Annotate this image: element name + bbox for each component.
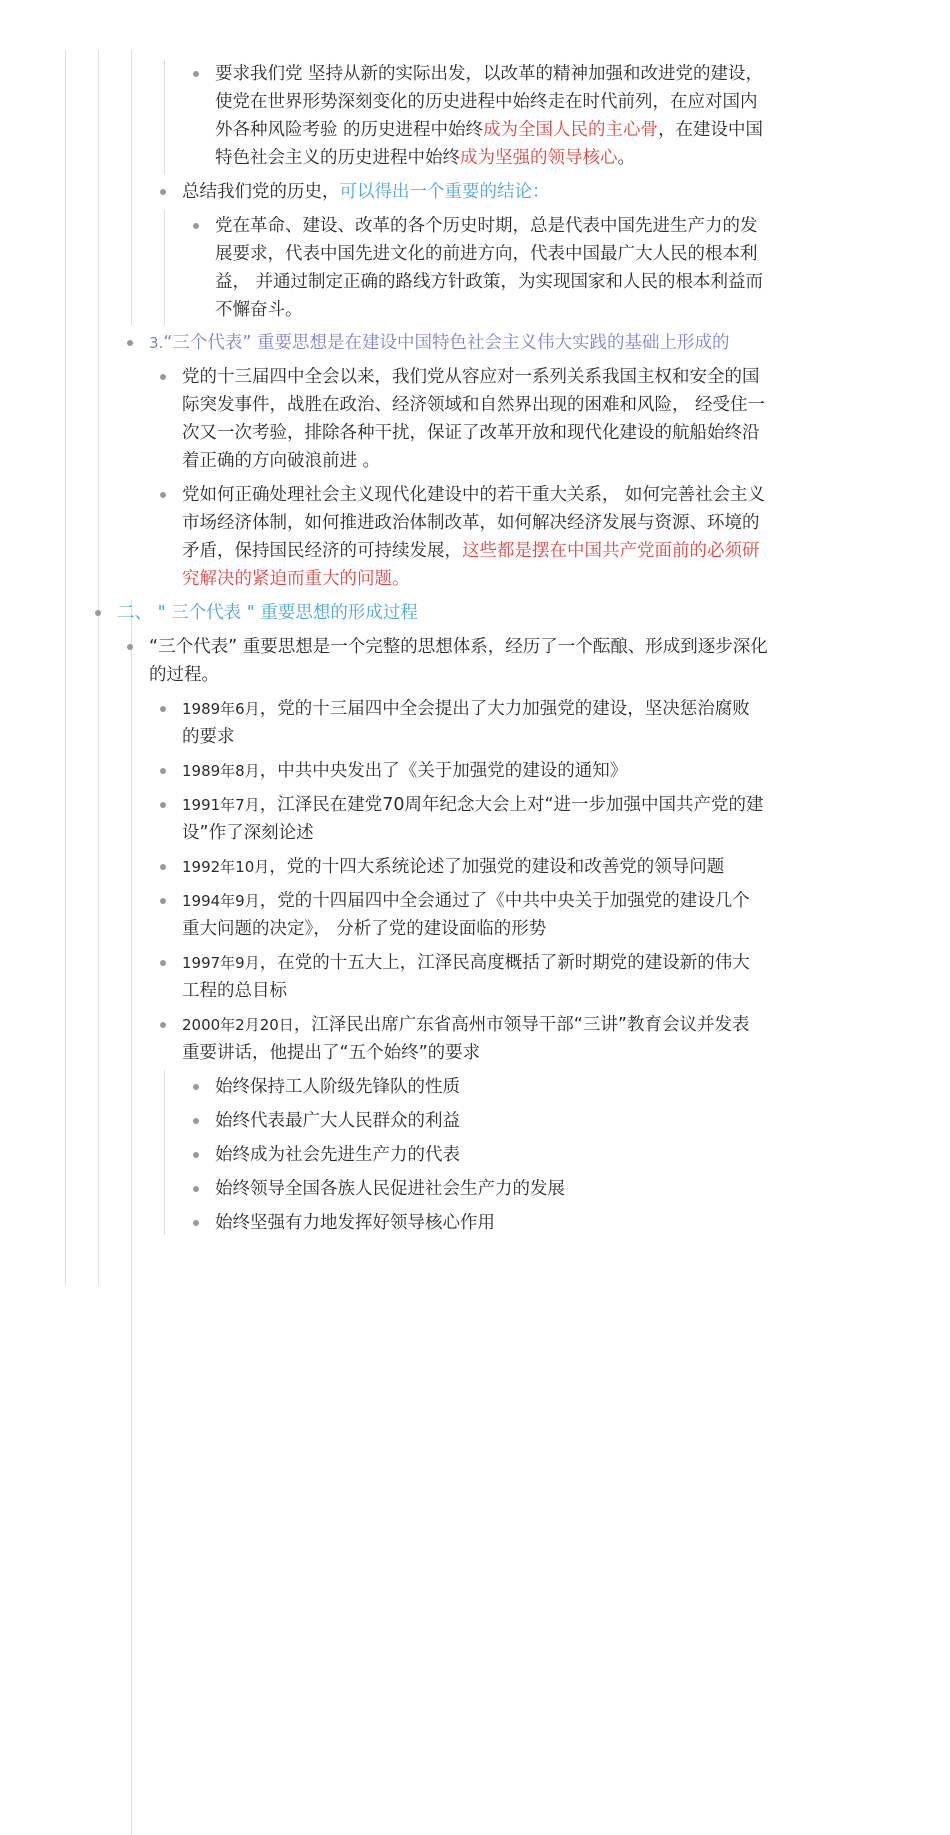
section-3-title: [149, 329, 730, 357]
timeline-date: 1991年7月: [182, 796, 260, 814]
plenum-line-4: 着正确的方向破浪前进 。: [182, 451, 381, 471]
five-always-text: 始终成为社会先进生产力的代表: [215, 1145, 460, 1165]
five-always-text: 始终领导全国各族人民促进社会生产力的发展: [215, 1179, 565, 1199]
timeline-text: ，党的十三届四中全会提出了大力加强党的建设，坚决惩治腐败: [259, 699, 750, 719]
timeline-date: 2000年2月20日: [182, 1016, 294, 1034]
timeline-date: 1989年6月: [182, 700, 260, 718]
indent-guide-level-4-a: [164, 60, 165, 175]
relations-line-4: 究解决的紧迫而重大的问题。: [182, 569, 410, 589]
timeline-text: ，在党的十五大上，江泽民高度概括了新时期党的建设新的伟大: [259, 953, 750, 973]
requirement-line-4: [215, 144, 635, 172]
bullet-icon: [160, 374, 166, 380]
bullet-icon: [160, 492, 166, 498]
bullet-icon: [160, 768, 166, 774]
bullet-icon: [160, 960, 166, 966]
summary-line: [182, 178, 550, 206]
requirement-line-1: 要求我们党 坚持从新的实际出发，以改革的精神加强和改进党的建设，: [215, 64, 764, 84]
bullet-icon: [95, 610, 101, 616]
timeline-text: ，党的十四届四中全会通过了《中共中央关于加强党的建设几个: [259, 891, 750, 911]
indent-guide-level-1: [65, 50, 66, 1285]
summary-prefix: 总结我们党的历史，: [182, 182, 340, 202]
indent-guide-level-3: [131, 600, 132, 1835]
timeline-line: 的要求: [182, 727, 235, 747]
timeline-text: ，党的十四大系统论述了加强党的建设和改善党的领导问题: [269, 857, 725, 877]
timeline-line: [182, 887, 750, 915]
summary-highlight: 可以得出一个重要的结论：: [339, 182, 550, 202]
bullet-icon: [160, 864, 166, 870]
conclusion-line-4: 不懈奋斗。: [215, 300, 303, 320]
bullet-icon: [193, 1220, 199, 1226]
timeline-line: [182, 695, 750, 723]
indent-guide-level-2: [98, 50, 99, 1285]
timeline-line: [182, 1011, 749, 1039]
five-always-text: 始终坚强有力地发挥好领导核心作用: [215, 1213, 495, 1233]
section-2-title: 二、 " 三个代表 " 重要思想的形成过程: [117, 603, 418, 623]
relations-line-1: 党如何正确处理社会主义现代化建设中的若干重大关系， 如何完善社会主义: [182, 485, 766, 505]
timeline-date: 1994年9月: [182, 892, 260, 910]
timeline-line: [182, 853, 724, 881]
timeline-line: 重大问题的决定》， 分析了党的建设面临的形势: [182, 919, 547, 939]
conclusion-line-1: 党在革命、建设、改革的各个历史时期，总是代表中国先进生产力的发: [215, 216, 758, 236]
timeline-date: 1997年9月: [182, 954, 260, 972]
five-always-text: 始终代表最广大人民群众的利益: [215, 1111, 460, 1131]
timeline-date: 1989年8月: [182, 762, 260, 780]
system-line-1: “三个代表” 重要思想是一个完整的思想体系，经历了一个酝酿、形成到逐步深化: [149, 637, 768, 657]
conclusion-line-2: 展要求，代表中国先进文化的前进方向，代表中国最广大人民的根本利: [215, 244, 758, 264]
bullet-icon: [193, 1118, 199, 1124]
bullet-icon: [160, 1022, 166, 1028]
section-3-text: “三个代表” 重要思想是在建设中国特色社会主义伟大实践的基础上形成的: [163, 333, 730, 353]
timeline-text: ，中共中央发出了《关于加强党的建设的通知》: [259, 761, 628, 781]
bullet-icon: [160, 706, 166, 712]
bullet-icon: [193, 223, 199, 229]
relations-line-3: [182, 537, 760, 565]
requirement-line-4-end: 。: [617, 148, 635, 168]
timeline-text: ，江泽民出席广东省高州市领导干部“三讲”教育会议并发表: [293, 1015, 750, 1035]
highlight-backbone: 成为全国人民的主心骨: [483, 120, 659, 140]
system-line-2: 的过程。: [149, 665, 219, 685]
bullet-icon: [193, 71, 199, 77]
relations-line-3-text: 矛盾，保持国民经济的可持续发展，: [182, 541, 462, 561]
bullet-icon: [160, 898, 166, 904]
bullet-icon: [193, 1186, 199, 1192]
timeline-line: 工程的总目标: [182, 981, 287, 1001]
timeline-date: 1992年10月: [182, 858, 270, 876]
section-3-number: 3.: [149, 334, 164, 352]
indent-guide-level-4-c: [164, 1070, 165, 1235]
plenum-line-1: 党的十三届四中全会以来，我们党从容应对一系列关系我国主权和安全的国: [182, 367, 760, 387]
timeline-line: 设”作了深刻论述: [182, 823, 314, 843]
indent-guide-level-3-top: [131, 50, 132, 325]
bullet-icon: [193, 1084, 199, 1090]
relations-highlight-a: 这些都是摆在中国共产党面前的必须研: [462, 541, 760, 561]
bullet-icon: [193, 1152, 199, 1158]
timeline-line: 重要讲话，他提出了“五个始终”的要求: [182, 1043, 481, 1063]
bullet-icon: [160, 802, 166, 808]
requirement-line-3-text: 外各种风险考验 的历史进程中始终: [215, 120, 484, 140]
bullet-icon: [127, 340, 133, 346]
highlight-leading-core: 成为坚强的领导核心: [460, 148, 618, 168]
plenum-line-3: 次又一次考验，排除各种干扰，保证了改革开放和现代化建设的航船始终沿: [182, 423, 760, 443]
relations-line-2: 市场经济体制，如何推进政治体制改革，如何解决经济发展与资源、环境的: [182, 513, 760, 533]
indent-guide-level-4-b: [164, 210, 165, 325]
requirement-line-4-text: 特色社会主义的历史进程中始终: [215, 148, 460, 168]
requirement-line-3-tail: ，在建设中国: [658, 120, 764, 140]
bullet-icon: [127, 644, 133, 650]
timeline-text: ，江泽民在建党70周年纪念大会上对“进一步加强中国共产党的建: [259, 795, 764, 815]
five-always-text: 始终保持工人阶级先锋队的性质: [215, 1077, 460, 1097]
conclusion-line-3: 益， 并通过制定正确的路线方针政策，为实现国家和人民的根本利益而: [215, 272, 764, 292]
requirement-line-2: 使党在世界形势深刻变化的历史进程中始终走在时代前列，在应对国内: [215, 92, 758, 112]
requirement-line-3: [215, 116, 763, 144]
plenum-line-2: 际突发事件，战胜在政治、经济领域和自然界出现的困难和风险， 经受住一: [182, 395, 766, 415]
timeline-line: [182, 949, 750, 977]
timeline-line: [182, 791, 764, 819]
bullet-icon: [160, 189, 166, 195]
timeline-line: [182, 757, 627, 785]
